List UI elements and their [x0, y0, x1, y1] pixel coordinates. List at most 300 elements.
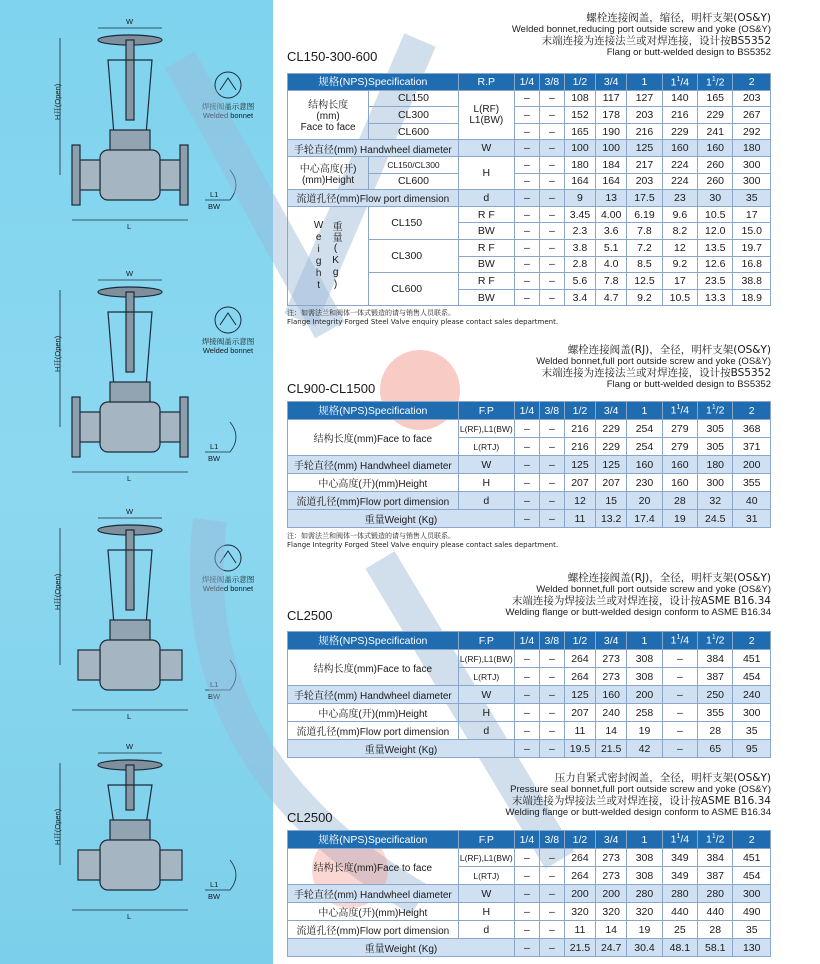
- value-cell: 4.00: [596, 206, 627, 223]
- class-cell: CL300: [369, 239, 459, 272]
- value-cell: 14: [596, 921, 627, 939]
- value-cell: 8.2: [662, 223, 697, 240]
- value-cell: 180: [733, 140, 771, 157]
- l1-label: L1: [210, 880, 219, 889]
- value-cell: 320: [627, 903, 662, 921]
- value-cell: –: [539, 256, 564, 273]
- value-cell: 12.5: [627, 273, 662, 290]
- class-title: CL2500: [287, 608, 333, 623]
- note: [287, 309, 558, 326]
- weight-label-en: Weight: [313, 220, 325, 293]
- value-cell: 160: [662, 474, 697, 492]
- class-cell: CL300: [369, 107, 459, 124]
- value-cell: –: [539, 223, 564, 240]
- height-label: [288, 156, 369, 189]
- value-cell: 229: [662, 123, 697, 140]
- value-cell: –: [539, 289, 564, 306]
- value-cell: 20: [627, 492, 662, 510]
- value-cell: 320: [596, 903, 627, 921]
- value-cell: –: [514, 921, 539, 939]
- value-cell: 13.5: [698, 239, 733, 256]
- face-to-face-label: [288, 90, 369, 140]
- end-type-cell: BW: [458, 289, 514, 306]
- row-label: 中心高度(开)(mm)Height: [288, 903, 459, 921]
- value-cell: –: [539, 650, 564, 668]
- value-cell: 108: [564, 90, 595, 107]
- value-cell: –: [514, 740, 539, 758]
- bonnet-label-cn: 焊接阀盖示意图: [201, 337, 255, 346]
- value-cell: 140: [662, 90, 697, 107]
- flow-port-label: 流道孔径(mm)Flow port dimension: [288, 190, 459, 207]
- value-cell: –: [514, 474, 539, 492]
- spec-table: [287, 631, 771, 758]
- value-cell: 200: [564, 885, 595, 903]
- gate-valve-icon: [0, 500, 273, 725]
- value-cell: –: [539, 939, 564, 957]
- table-header-row: [288, 74, 771, 91]
- value-cell: –: [539, 156, 564, 173]
- value-cell: 254: [627, 420, 662, 438]
- value-cell: 292: [733, 123, 771, 140]
- size-header-cell: 3/4: [596, 402, 627, 420]
- value-cell: 264: [564, 867, 595, 885]
- value-cell: –: [514, 289, 539, 306]
- size-header-cell: 1/2: [564, 632, 595, 650]
- value-cell: 300: [733, 704, 771, 722]
- class-cell: CL600: [369, 123, 459, 140]
- value-cell: –: [514, 903, 539, 921]
- header-cn-1: 螺栓连接阀盖(RJ)，全径，明杆支架(OS&Y): [567, 344, 771, 356]
- value-cell: 273: [596, 668, 627, 686]
- value-cell: 28: [662, 492, 697, 510]
- size-header-cell: 2: [733, 74, 771, 91]
- row-label: 流道孔径(mm)Flow port dimension: [288, 921, 459, 939]
- value-cell: –: [539, 273, 564, 290]
- value-cell: 7.2: [627, 239, 662, 256]
- size-header-cell: 3/4: [596, 831, 627, 849]
- value-cell: 216: [564, 438, 595, 456]
- size-header-cell: $1^1/4$: [662, 831, 697, 849]
- header-en-1: Welded bonnet,full port outside screw and yoke (OS&Y): [536, 356, 771, 367]
- value-cell: 180: [564, 156, 595, 173]
- value-cell: 300: [698, 474, 733, 492]
- value-cell: 15.0: [733, 223, 771, 240]
- size-header-cell: 1/2: [564, 74, 595, 91]
- size-header-cell: $1^1/2$: [698, 402, 733, 420]
- table-header-row: [288, 632, 771, 650]
- section-cl2500-pressure-seal: [287, 770, 771, 960]
- value-cell: 355: [733, 474, 771, 492]
- value-cell: 11: [564, 722, 595, 740]
- value-cell: –: [514, 420, 539, 438]
- value-cell: –: [662, 650, 697, 668]
- value-cell: 229: [596, 438, 627, 456]
- value-cell: 2.8: [564, 256, 595, 273]
- handwheel-row: [288, 140, 771, 157]
- code-cell: L(RF),L1(BW): [458, 420, 514, 438]
- value-cell: 451: [733, 650, 771, 668]
- weight-row: [288, 740, 771, 758]
- value-cell: –: [514, 173, 539, 190]
- spec-header: 规格(NPS)Specification: [288, 74, 459, 91]
- value-cell: 4.0: [596, 256, 627, 273]
- section-header: [512, 12, 771, 58]
- value-cell: 21.5: [564, 939, 595, 957]
- value-cell: 308: [627, 650, 662, 668]
- value-cell: 13.2: [596, 510, 627, 528]
- value-cell: –: [514, 650, 539, 668]
- value-cell: 216: [662, 107, 697, 124]
- code-cell: H: [458, 156, 514, 189]
- port-header: F.P: [458, 632, 514, 650]
- value-cell: 17: [733, 206, 771, 223]
- header-en-1: Welded bonnet,reducing port outside screw and yoke (OS&Y): [511, 24, 771, 35]
- value-cell: 42: [627, 740, 662, 758]
- value-cell: 280: [698, 885, 733, 903]
- value-cell: 216: [564, 420, 595, 438]
- value-cell: 6.19: [627, 206, 662, 223]
- value-cell: 180: [698, 456, 733, 474]
- value-cell: 264: [564, 849, 595, 867]
- spec-header: 规格(NPS)Specification: [288, 831, 459, 849]
- row-label: 中心高度(开)(mm)Height: [288, 704, 459, 722]
- table-row: [288, 474, 771, 492]
- header-cn-1: 螺栓连接阀盖，缩径，明杆支架(OS&Y): [586, 12, 771, 24]
- header-cn-1: 压力自紧式密封阀盖，全径，明杆支架(OS&Y): [554, 772, 771, 784]
- value-cell: 100: [564, 140, 595, 157]
- value-cell: –: [539, 190, 564, 207]
- header-cn-2: 末端连接为连接法兰或对焊连接，设计按BS5352: [541, 35, 771, 47]
- gate-valve-icon: [0, 262, 273, 487]
- size-header-cell: 1/2: [564, 402, 595, 420]
- value-cell: 125: [564, 686, 595, 704]
- l1-label: L1: [210, 190, 219, 199]
- value-cell: 355: [698, 704, 733, 722]
- value-cell: 160: [662, 140, 697, 157]
- welded-bonnet-icon: [215, 72, 241, 98]
- value-cell: –: [514, 206, 539, 223]
- value-cell: 5.6: [564, 273, 595, 290]
- size-header-cell: 3/8: [539, 402, 564, 420]
- section-cl900-1500: [287, 340, 771, 555]
- class-cell: CL600: [369, 273, 459, 306]
- value-cell: 229: [596, 420, 627, 438]
- section-header: [506, 572, 771, 618]
- value-cell: 23.5: [698, 273, 733, 290]
- value-cell: 125: [596, 456, 627, 474]
- value-cell: 38.8: [733, 273, 771, 290]
- value-cell: –: [514, 190, 539, 207]
- value-cell: 17.4: [627, 510, 662, 528]
- row-label: 手轮直径(mm) Handwheel diameter: [288, 686, 459, 704]
- value-cell: 13.3: [698, 289, 733, 306]
- face-label-en: Face to face: [300, 122, 356, 134]
- value-cell: 24.7: [596, 939, 627, 957]
- value-cell: 279: [662, 438, 697, 456]
- value-cell: 200: [733, 456, 771, 474]
- value-cell: 14: [596, 722, 627, 740]
- value-cell: 48.1: [662, 939, 697, 957]
- value-cell: 9.6: [662, 206, 697, 223]
- value-cell: –: [514, 668, 539, 686]
- header-cn-2: 末端连接为连接法兰或对焊连接，设计按BS5352: [541, 367, 771, 379]
- value-cell: –: [514, 722, 539, 740]
- section-cl2500-bolted: [287, 570, 771, 760]
- value-cell: 279: [662, 420, 697, 438]
- value-cell: –: [539, 510, 564, 528]
- header-en-2: Welding flange or butt-welded design conform to ASME B16.34: [505, 607, 771, 618]
- value-cell: 200: [596, 885, 627, 903]
- note-cn: 注：如需法兰和阀体一体式锻造的请与销售人员联系。: [287, 532, 455, 540]
- code-cell: H: [458, 903, 514, 921]
- value-cell: 12: [662, 239, 697, 256]
- value-cell: –: [514, 107, 539, 124]
- length-label: L: [127, 222, 132, 231]
- length-label: L: [127, 712, 132, 721]
- value-cell: –: [514, 123, 539, 140]
- size-header-cell: 1: [627, 74, 662, 91]
- value-cell: 152: [564, 107, 595, 124]
- value-cell: 7.8: [627, 223, 662, 240]
- value-cell: 384: [698, 849, 733, 867]
- header-en-2: Welding flange or butt-welded design conform to ASME B16.34: [505, 807, 771, 818]
- value-cell: 250: [698, 686, 733, 704]
- value-cell: –: [539, 903, 564, 921]
- value-cell: 58.1: [698, 939, 733, 957]
- value-cell: –: [539, 849, 564, 867]
- value-cell: 217: [627, 156, 662, 173]
- size-header-cell: 2: [733, 831, 771, 849]
- row-label: 手轮直径(mm) Handwheel diameter: [288, 885, 459, 903]
- value-cell: 308: [627, 849, 662, 867]
- value-cell: 19: [627, 921, 662, 939]
- value-cell: 490: [733, 903, 771, 921]
- bw-label: BW: [208, 692, 221, 701]
- welded-bonnet-icon: [215, 307, 241, 333]
- table-row: [288, 90, 771, 107]
- section-header: [536, 344, 771, 390]
- header-en-1: Pressure seal bonnet,full port outside screw and yoke (OS&Y): [510, 784, 771, 795]
- value-cell: 454: [733, 668, 771, 686]
- spec-table: [287, 401, 771, 528]
- class-cell: CL150: [369, 206, 459, 239]
- value-cell: 273: [596, 849, 627, 867]
- value-cell: 273: [596, 867, 627, 885]
- note-en: Flange Integrity Forged Steel Valve enquiry please contact sales department.: [287, 540, 559, 549]
- size-header-cell: 2: [733, 632, 771, 650]
- value-cell: 280: [627, 885, 662, 903]
- value-cell: 320: [564, 903, 595, 921]
- value-cell: 308: [627, 867, 662, 885]
- spec-table: [287, 830, 771, 957]
- size-header-cell: 1/2: [564, 831, 595, 849]
- section-cl150-600: [287, 8, 771, 338]
- size-header-cell: 1/4: [514, 831, 539, 849]
- value-cell: –: [539, 206, 564, 223]
- bw-label: BW: [208, 202, 221, 211]
- code-cell: d: [458, 492, 514, 510]
- value-cell: –: [514, 273, 539, 290]
- value-cell: 35: [733, 190, 771, 207]
- code-cell: L(RF),L1(BW): [458, 650, 514, 668]
- table-row: [288, 921, 771, 939]
- valve-drawing: [0, 735, 273, 925]
- value-cell: 8.5: [627, 256, 662, 273]
- value-cell: –: [514, 239, 539, 256]
- length-label: L: [127, 912, 132, 921]
- class-cell: CL150/CL300: [369, 156, 459, 173]
- value-cell: 10.5: [698, 206, 733, 223]
- value-cell: 125: [627, 140, 662, 157]
- weight-row: [288, 510, 771, 528]
- table-row: [288, 650, 771, 668]
- value-cell: 260: [698, 156, 733, 173]
- value-cell: 40: [733, 492, 771, 510]
- end-type-cell: BW: [458, 223, 514, 240]
- table-row: [288, 492, 771, 510]
- value-cell: 5.1: [596, 239, 627, 256]
- value-cell: 178: [596, 107, 627, 124]
- value-cell: 2.3: [564, 223, 595, 240]
- weight-label: 重量Weight (Kg): [288, 510, 515, 528]
- size-header-cell: 1/4: [514, 632, 539, 650]
- value-cell: 207: [564, 474, 595, 492]
- value-cell: 190: [596, 123, 627, 140]
- value-cell: –: [539, 420, 564, 438]
- value-cell: –: [539, 722, 564, 740]
- value-cell: 19: [662, 510, 697, 528]
- value-cell: 260: [698, 173, 733, 190]
- value-cell: 3.6: [596, 223, 627, 240]
- bonnet-label-en: Welded bonnet: [202, 584, 254, 593]
- value-cell: 384: [698, 650, 733, 668]
- value-cell: 3.8: [564, 239, 595, 256]
- value-cell: 160: [662, 456, 697, 474]
- code-cell: H: [458, 704, 514, 722]
- value-cell: 230: [627, 474, 662, 492]
- value-cell: –: [514, 456, 539, 474]
- value-cell: 17.5: [627, 190, 662, 207]
- spec-header: 规格(NPS)Specification: [288, 402, 459, 420]
- bonnet-label-cn: 焊接阀盖示意图: [201, 575, 255, 584]
- header-en-1: Welded bonnet,full port outside screw and yoke (OS&Y): [536, 584, 771, 595]
- width-label: W: [126, 742, 134, 751]
- value-cell: –: [539, 438, 564, 456]
- value-cell: –: [539, 668, 564, 686]
- value-cell: –: [514, 140, 539, 157]
- end-type-cell: R F: [458, 206, 514, 223]
- value-cell: –: [539, 704, 564, 722]
- value-cell: 305: [698, 438, 733, 456]
- value-cell: 3.4: [564, 289, 595, 306]
- value-cell: 19: [627, 722, 662, 740]
- bw-label: BW: [208, 892, 221, 901]
- header-en-2: Flang or butt-welded design to BS5352: [606, 47, 771, 58]
- handwheel-label: 手轮直径(mm) Handwheel diameter: [288, 140, 459, 157]
- value-cell: 65: [698, 740, 733, 758]
- value-cell: 19.7: [733, 239, 771, 256]
- code-cell: L(RTJ): [458, 668, 514, 686]
- code-cell: d: [458, 921, 514, 939]
- value-cell: 4.7: [596, 289, 627, 306]
- value-cell: 164: [564, 173, 595, 190]
- weight-row: [288, 939, 771, 957]
- port-header: R.P: [458, 74, 514, 91]
- l1-label: L1: [210, 442, 219, 451]
- value-cell: 387: [698, 867, 733, 885]
- size-header-cell: 1: [627, 402, 662, 420]
- value-cell: 300: [733, 173, 771, 190]
- value-cell: 12.6: [698, 256, 733, 273]
- note: [287, 532, 558, 549]
- value-cell: 19.5: [564, 740, 595, 758]
- value-cell: 203: [627, 107, 662, 124]
- value-cell: 31: [733, 510, 771, 528]
- value-cell: 160: [596, 686, 627, 704]
- table-row: [288, 885, 771, 903]
- value-cell: 264: [564, 650, 595, 668]
- size-header-cell: 3/8: [539, 74, 564, 91]
- face-code-cell: L(RF) L1(BW): [458, 90, 514, 140]
- value-cell: 95: [733, 740, 771, 758]
- height-row: [288, 156, 771, 173]
- value-cell: 349: [662, 867, 697, 885]
- value-cell: 18.9: [733, 289, 771, 306]
- header-cn-2: 末端连接为焊接法兰或对焊连接，设计按ASME B16.34: [511, 595, 771, 607]
- code-cell: d: [458, 190, 514, 207]
- class-title: CL2500: [287, 810, 333, 825]
- weight-label: 重量Weight (Kg): [288, 740, 515, 758]
- row-label: 流道孔径(mm)Flow port dimension: [288, 492, 459, 510]
- face-label-cn: 结构长度: [308, 100, 349, 112]
- value-cell: 203: [733, 90, 771, 107]
- value-cell: 11: [564, 510, 595, 528]
- note-en: Flange Integrity Forged Steel Valve enquiry please contact sales department.: [287, 317, 559, 326]
- height-label: H开(Open): [53, 573, 62, 610]
- weight-row: [288, 206, 771, 223]
- code-cell: W: [458, 885, 514, 903]
- value-cell: 207: [596, 474, 627, 492]
- value-cell: 240: [596, 704, 627, 722]
- header-cn-2: 末端连接为焊接法兰或对焊连接，设计按ASME B16.34: [511, 795, 771, 807]
- size-header-cell: 3/8: [539, 632, 564, 650]
- width-label: W: [126, 507, 134, 516]
- bw-label: BW: [208, 454, 221, 463]
- weight-label: [288, 206, 369, 306]
- value-cell: 125: [564, 456, 595, 474]
- value-cell: 164: [596, 173, 627, 190]
- size-header-cell: 3/4: [596, 632, 627, 650]
- value-cell: 308: [627, 668, 662, 686]
- value-cell: 21.5: [596, 740, 627, 758]
- value-cell: –: [662, 686, 697, 704]
- value-cell: 273: [596, 650, 627, 668]
- height-label-cn: 中心高度(开): [299, 164, 357, 176]
- gate-valve-icon: [0, 735, 273, 925]
- value-cell: 203: [627, 173, 662, 190]
- height-label: H开(Open): [53, 335, 62, 372]
- length-label: L: [127, 474, 132, 483]
- value-cell: –: [514, 686, 539, 704]
- bonnet-label-en: Welded bonnet: [202, 111, 254, 120]
- valve-drawing: [0, 10, 273, 235]
- value-cell: –: [514, 885, 539, 903]
- value-cell: 305: [698, 420, 733, 438]
- size-header-cell: 1: [627, 831, 662, 849]
- class-title: CL150-300-600: [287, 49, 378, 64]
- height-label-en: (mm)Height: [301, 175, 355, 187]
- value-cell: –: [539, 867, 564, 885]
